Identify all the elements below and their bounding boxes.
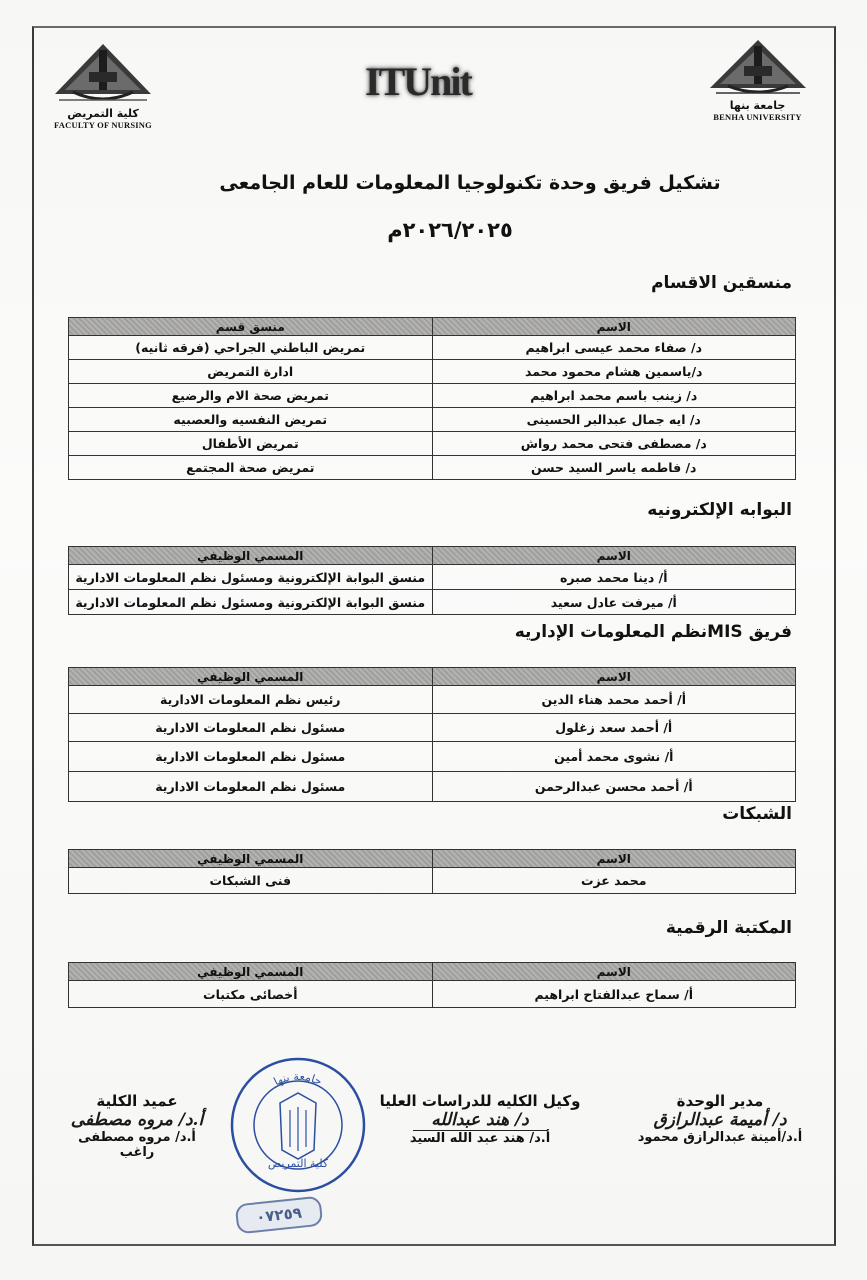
table-header-row (69, 963, 796, 981)
cell-name: د/ياسمين هشام محمود محمد (432, 360, 796, 384)
networks-table (68, 849, 796, 894)
portal-table (68, 546, 796, 615)
column-header-job-title: المسمي الوظيفي (69, 547, 433, 565)
table-header-row (69, 668, 796, 686)
handwritten-signature: د/ أميمة عبدالرازق (653, 1110, 787, 1130)
library-table (68, 962, 796, 1008)
cell-name: أ/ أحمد محسن عبدالرحمن (432, 772, 796, 802)
table-row (69, 686, 796, 714)
table-row (69, 360, 796, 384)
pyramid-emblem-icon (53, 42, 153, 104)
column-header-name: الاسم (432, 318, 796, 336)
signatory-name: أ.د/ مروه مصطفى راغب (78, 1130, 196, 1160)
coordinators-table (68, 317, 796, 480)
cell-name: محمد عزت (432, 868, 796, 894)
signatory-name: أ.د/أمينة عبدالرازق محمود (637, 1130, 803, 1145)
table-row (69, 432, 796, 456)
table-row (69, 590, 796, 615)
table-header-row (69, 547, 796, 565)
cell-name: أ/ أحمد محمد هناء الدين (432, 686, 796, 714)
cell-name: د/ زينب باسم محمد ابراهيم (432, 384, 796, 408)
cell-name: أ/ نشوى محمد أمين (432, 742, 796, 772)
table-row (69, 565, 796, 590)
section-heading-coordinators: منسقين الاقسام (651, 273, 792, 293)
mis-table (68, 667, 796, 802)
it-unit-logo (365, 58, 471, 128)
logo-caption-english: FACULTY OF NURSING (54, 120, 152, 130)
table-row (69, 868, 796, 894)
official-stamp-icon (228, 1055, 368, 1195)
table-header-row (69, 318, 796, 336)
table-row (69, 772, 796, 802)
cell-department: تمريض صحة الام والرضيع (69, 384, 433, 408)
cell-job-title: رئيس نظم المعلومات الادارية (69, 686, 433, 714)
cell-department: ادارة التمريض (69, 360, 433, 384)
signatory-role: مدير الوحدة (676, 1092, 764, 1110)
logo-caption-arabic: جامعة بنها (729, 99, 786, 112)
signature-block-unit-director (620, 1092, 820, 1145)
cell-job-title: أخصائى مكتبات (69, 981, 433, 1008)
table-header-row (69, 850, 796, 868)
cell-department: تمريض الباطني الجراحي (فرقه ثانيه) (69, 336, 433, 360)
handwritten-signature: أ.د/ مروه مصطفى (70, 1110, 204, 1130)
section-heading-mis: فريق MISنظم المعلومات الإداريه (514, 622, 792, 642)
table-row (69, 384, 796, 408)
stamp-bottom-text: كلية التمريض (267, 1157, 329, 1170)
cell-job-title: مسئول نظم المعلومات الادارية (69, 742, 433, 772)
cell-name: أ/ دينا محمد صبره (432, 565, 796, 590)
stamp-top-text: جامعة بنها (271, 1069, 325, 1089)
column-header-name: الاسم (432, 850, 796, 868)
cell-job-title: مسئول نظم المعلومات الادارية (69, 772, 433, 802)
signatory-role: عميد الكلية (96, 1092, 178, 1110)
table-row (69, 336, 796, 360)
cell-department: تمريض صحة المجتمع (69, 456, 433, 480)
column-header-job-title: المسمي الوظيفي (69, 850, 433, 868)
cell-job-title: مسئول نظم المعلومات الادارية (69, 714, 433, 742)
pyramid-emblem-icon (708, 38, 808, 96)
cell-name: د/ صفاء محمد عيسى ابراهيم (432, 336, 796, 360)
faculty-of-nursing-logo (48, 42, 158, 137)
academic-year: ٢٠٢٦/٢٠٢٥م (387, 218, 513, 242)
cell-department: تمريض الأطفال (69, 432, 433, 456)
section-heading-networks: الشبكات (722, 804, 792, 824)
cell-department: تمريض النفسيه والعصبيه (69, 408, 433, 432)
section-heading-library: المكتبة الرقمية (665, 918, 792, 938)
cell-name: أ/ أحمد سعد زغلول (432, 714, 796, 742)
serial-number-stamp: ٠٧٢٥٩ (235, 1196, 324, 1235)
column-header-name: الاسم (432, 963, 796, 981)
cell-name: د/ فاطمه ياسر السيد حسن (432, 456, 796, 480)
cell-name: أ/ سماح عبدالفتاح ابراهيم (432, 981, 796, 1008)
cell-job-title: منسق البوابة الإلكترونية ومسئول نظم المعلومات الادارية (69, 565, 433, 590)
cell-name: د/ ايه جمال عبدالبر الحسينى (432, 408, 796, 432)
table-row (69, 981, 796, 1008)
logo-caption-arabic: كلية التمريض (67, 107, 139, 120)
benha-university-logo (700, 38, 815, 133)
column-header-name: الاسم (432, 547, 796, 565)
document-title: تشكيل فريق وحدة تكنولوجيا المعلومات للعام الجامعى (219, 172, 721, 194)
logo-caption-english: BENHA UNIVERSITY (713, 112, 802, 122)
signature-block-vice-dean (370, 1092, 590, 1146)
signature-block-dean (62, 1092, 212, 1160)
cell-job-title: فنى الشبكات (69, 868, 433, 894)
column-header-name: الاسم (432, 668, 796, 686)
table-row (69, 408, 796, 432)
table-row (69, 456, 796, 480)
signatory-name: أ.د/ هند عبد الله السيد (409, 1131, 551, 1146)
cell-name: د/ مصطفى فتحى محمد رواش (432, 432, 796, 456)
cell-job-title: منسق البوابة الإلكترونية ومسئول نظم المعلومات الادارية (69, 590, 433, 615)
column-header-department: منسق قسم (69, 318, 433, 336)
it-unit-logo-text: ITUnit (365, 59, 471, 104)
column-header-job-title: المسمي الوظيفي (69, 668, 433, 686)
column-header-job-title: المسمي الوظيفي (69, 963, 433, 981)
signatory-role: وكيل الكليه للدراسات العليا (379, 1092, 581, 1110)
handwritten-signature: د/ هند عبدالله (413, 1110, 546, 1131)
table-row (69, 742, 796, 772)
section-heading-portal: البوابه الإلكترونيه (647, 500, 792, 520)
table-row (69, 714, 796, 742)
cell-name: أ/ ميرفت عادل سعيد (432, 590, 796, 615)
